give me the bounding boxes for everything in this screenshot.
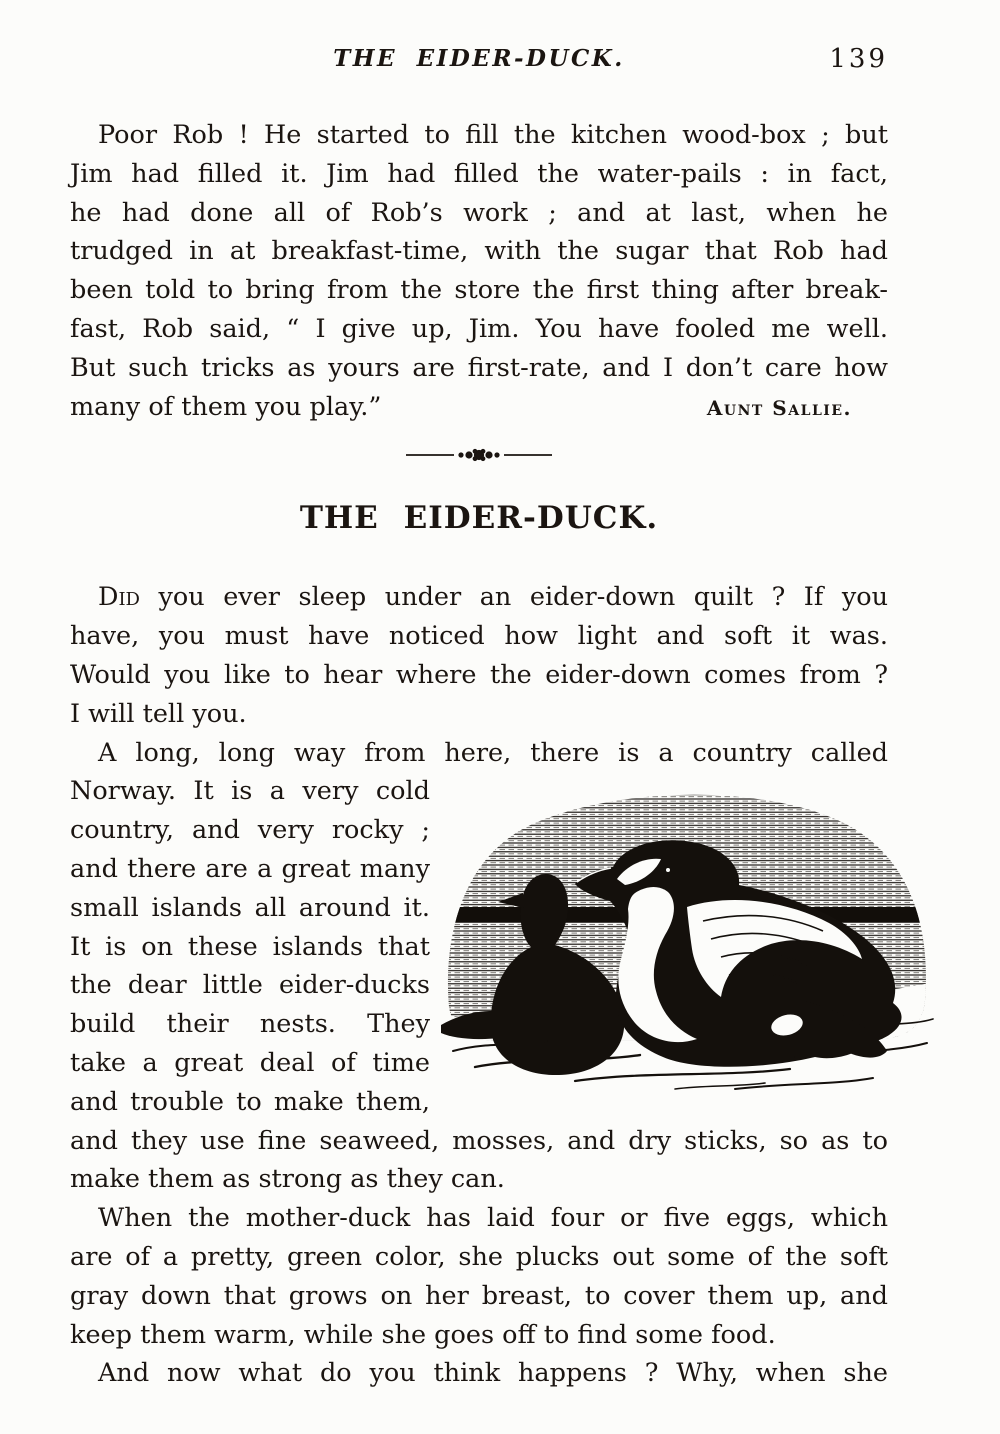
text-line: and they use fine seaweed, mosses, and dry sticks, so as to	[70, 1125, 888, 1156]
text-line: he had done all of Rob’s work ; and at last, when he	[70, 197, 888, 228]
line-rest: you ever sleep under an eider-down quilt ? If you	[158, 582, 888, 613]
story-paragraph-4	[70, 1354, 888, 1393]
closing-quote-text: many of them you play.”	[70, 391, 382, 422]
text-line: have, you must have noticed how light and soft it was.	[70, 621, 888, 652]
previous-story-ending	[70, 116, 888, 427]
text-line	[70, 578, 888, 617]
text-line: When the mother-duck has laid four or five eggs, which	[98, 1203, 888, 1234]
text-line: the dear little eider-ducks	[70, 970, 430, 1001]
lead-word: Did	[98, 582, 140, 613]
text-line: And now what do you think happens ? Why, when she	[98, 1358, 888, 1389]
text-line: It is on these islands that	[70, 931, 430, 962]
text-line: take a great deal of time	[70, 1047, 430, 1078]
text-line-with-signature	[70, 388, 888, 428]
story-title: THE EIDER-DUCK.	[299, 500, 659, 537]
section-divider	[404, 447, 554, 463]
text-line: and trouble to make them,	[70, 1086, 430, 1117]
text-line: fast, Rob said, “ I give up, Jim. You have fooled me well.	[70, 313, 888, 344]
story-paragraph-1	[70, 578, 888, 733]
text-line: I will tell you.	[70, 698, 247, 729]
text-line: Norway. It is a very cold	[70, 776, 430, 807]
text-line: Jim had filled it. Jim had filled the water-pails : in fact,	[70, 158, 888, 189]
story-paragraph-3	[70, 1199, 888, 1354]
text-line: make them as strong as they can.	[70, 1164, 505, 1195]
running-title: THE EIDER-DUCK.	[333, 45, 625, 72]
text-line: small islands all around it.	[70, 892, 430, 923]
text-line: been told to bring from the store the first thing after break-	[70, 275, 888, 306]
text-line: are of a pretty, green color, she plucks out some of the soft	[70, 1241, 888, 1272]
eider-ducks-engraving	[435, 789, 940, 1099]
text-line: Poor Rob ! He started to fill the kitchen wood-box ; but	[98, 120, 888, 150]
divider-ornament-icon	[404, 447, 554, 463]
text-line: A long, long way from here, there is a country called	[98, 737, 888, 768]
text-line: keep them warm, while she goes off to find some food.	[70, 1319, 776, 1350]
text-line: Would you like to hear where the eider-down comes from ?	[70, 659, 888, 690]
story-paragraph-2	[70, 734, 888, 1200]
text-line: build their nests. They	[70, 1009, 430, 1040]
text-line: trudged in at breakfast-time, with the sugar that Rob had	[70, 236, 888, 267]
text-line: gray down that grows on her breast, to cover them up, and	[70, 1280, 888, 1311]
text-line: country, and very rocky ;	[70, 815, 430, 846]
running-header	[70, 42, 888, 76]
text-line: and there are a great many	[70, 853, 430, 884]
eider-duck-illustration	[435, 789, 940, 1099]
text-line: But such tricks as yours are first-rate, and I don’t care how	[70, 352, 888, 383]
author-signature: Aunt Sallie.	[706, 395, 852, 420]
page-number: 139	[829, 44, 888, 74]
